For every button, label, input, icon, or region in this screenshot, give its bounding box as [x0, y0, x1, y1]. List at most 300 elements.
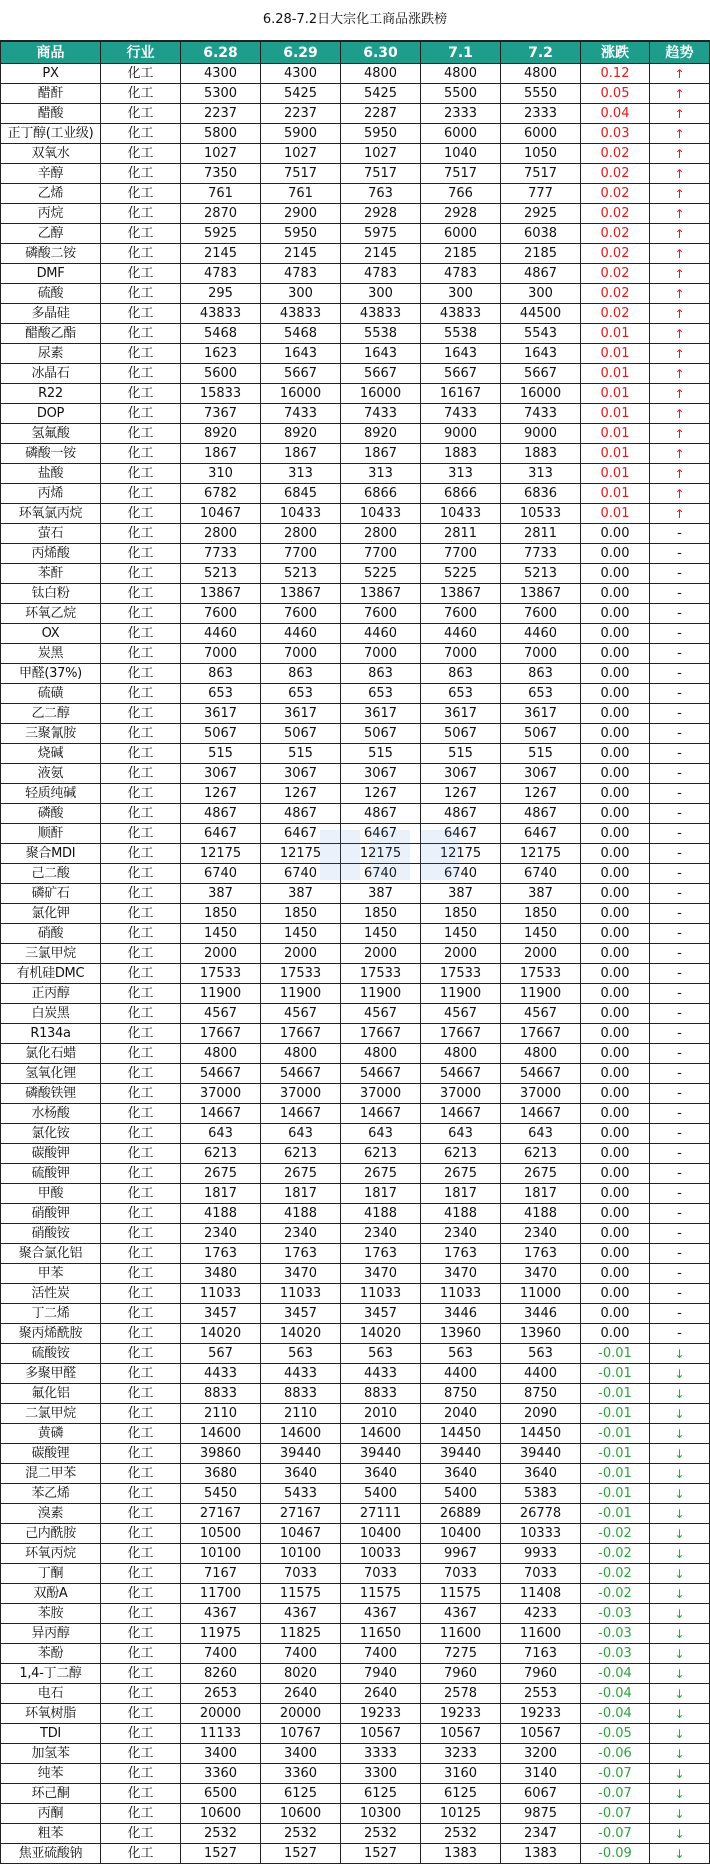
cell-0628: 2110 [181, 1404, 261, 1424]
cell-0628: 2532 [181, 1824, 261, 1844]
cell-0630: 3457 [341, 1304, 421, 1324]
cell-0702: 2347 [501, 1824, 581, 1844]
cell-0630: 4800 [341, 64, 421, 84]
cell-0628: 2870 [181, 204, 261, 224]
cell-0701: 10125 [421, 1804, 501, 1824]
cell-0629: 6213 [261, 1144, 341, 1164]
cell-commodity: 辛醇 [1, 164, 101, 184]
cell-industry: 化工 [101, 684, 181, 704]
cell-0702: 14667 [501, 1104, 581, 1124]
cell-industry: 化工 [101, 924, 181, 944]
cell-change: 0.00 [581, 1064, 650, 1084]
table-row [1, 184, 710, 204]
cell-change: -0.09 [581, 1844, 650, 1864]
commodity-table [0, 41, 710, 1864]
cell-commodity: 硝酸 [1, 924, 101, 944]
cell-0628: 863 [181, 664, 261, 684]
cell-industry: 化工 [101, 1744, 181, 1764]
cell-0630: 2640 [341, 1684, 421, 1704]
cell-0701: 13960 [421, 1324, 501, 1344]
cell-change: 0.00 [581, 884, 650, 904]
cell-0630: 5950 [341, 124, 421, 144]
cell-industry: 化工 [101, 824, 181, 844]
cell-0702: 1883 [501, 444, 581, 464]
cell-change: -0.02 [581, 1564, 650, 1584]
cell-0630: 4367 [341, 1604, 421, 1624]
cell-0701: 7275 [421, 1644, 501, 1664]
cell-0630: 7517 [341, 164, 421, 184]
cell-0630: 387 [341, 884, 421, 904]
cell-0628: 3480 [181, 1264, 261, 1284]
cell-0628: 761 [181, 184, 261, 204]
cell-trend: - [650, 1224, 710, 1244]
cell-0629: 1763 [261, 1244, 341, 1264]
cell-0628: 3360 [181, 1764, 261, 1784]
cell-trend: ↑ [650, 424, 710, 444]
cell-0629: 3470 [261, 1264, 341, 1284]
cell-0628: 8920 [181, 424, 261, 444]
cell-change: 0.00 [581, 564, 650, 584]
cell-change: -0.07 [581, 1824, 650, 1844]
cell-0630: 17667 [341, 1024, 421, 1044]
cell-change: 0.02 [581, 224, 650, 244]
cell-industry: 化工 [101, 224, 181, 244]
cell-0629: 2237 [261, 104, 341, 124]
cell-commodity: 硫酸 [1, 284, 101, 304]
cell-trend: - [650, 744, 710, 764]
cell-0628: 11133 [181, 1724, 261, 1744]
cell-0701: 4567 [421, 1004, 501, 1024]
cell-change: 0.00 [581, 644, 650, 664]
table-row [1, 124, 710, 144]
cell-0701: 4460 [421, 624, 501, 644]
cell-0630: 7600 [341, 604, 421, 624]
cell-trend: - [650, 764, 710, 784]
cell-0628: 7400 [181, 1644, 261, 1664]
cell-0630: 17533 [341, 964, 421, 984]
table-row [1, 1004, 710, 1024]
cell-0629: 563 [261, 1344, 341, 1364]
cell-0630: 4460 [341, 624, 421, 644]
cell-0701: 1643 [421, 344, 501, 364]
cell-trend: ↑ [650, 404, 710, 424]
cell-trend: ↓ [650, 1404, 710, 1424]
cell-change: 0.00 [581, 1084, 650, 1104]
cell-0701: 563 [421, 1344, 501, 1364]
table-row [1, 364, 710, 384]
table-row [1, 744, 710, 764]
cell-0702: 44500 [501, 304, 581, 324]
cell-commodity: 纯苯 [1, 1764, 101, 1784]
cell-commodity: 氟化铝 [1, 1384, 101, 1404]
cell-industry: 化工 [101, 744, 181, 764]
cell-industry: 化工 [101, 1204, 181, 1224]
cell-commodity: 硝酸钾 [1, 1204, 101, 1224]
cell-0630: 7400 [341, 1644, 421, 1664]
cell-0630: 6213 [341, 1144, 421, 1164]
cell-change: 0.01 [581, 464, 650, 484]
cell-industry: 化工 [101, 1164, 181, 1184]
cell-0702: 6836 [501, 484, 581, 504]
cell-industry: 化工 [101, 384, 181, 404]
cell-change: 0.00 [581, 944, 650, 964]
cell-0702: 13960 [501, 1324, 581, 1344]
cell-0629: 1527 [261, 1844, 341, 1864]
cell-0702: 3640 [501, 1464, 581, 1484]
cell-trend: ↓ [650, 1764, 710, 1784]
cell-commodity: 磷酸 [1, 804, 101, 824]
cell-commodity: TDI [1, 1724, 101, 1744]
cell-0701: 6866 [421, 484, 501, 504]
cell-0702: 4567 [501, 1004, 581, 1024]
cell-industry: 化工 [101, 1624, 181, 1644]
cell-0628: 1817 [181, 1184, 261, 1204]
table-row [1, 444, 710, 464]
cell-0629: 11575 [261, 1584, 341, 1604]
cell-0702: 1267 [501, 784, 581, 804]
cell-change: 0.01 [581, 364, 650, 384]
cell-commodity: R22 [1, 384, 101, 404]
cell-commodity: 异丙醇 [1, 1624, 101, 1644]
cell-commodity: 氯化铵 [1, 1124, 101, 1144]
cell-0629: 4460 [261, 624, 341, 644]
cell-industry: 化工 [101, 1124, 181, 1144]
cell-0701: 14667 [421, 1104, 501, 1124]
cell-0628: 5300 [181, 84, 261, 104]
table-row [1, 724, 710, 744]
cell-commodity: 电石 [1, 1684, 101, 1704]
cell-commodity: 环氧树脂 [1, 1704, 101, 1724]
cell-0701: 313 [421, 464, 501, 484]
cell-industry: 化工 [101, 1844, 181, 1864]
cell-0628: 2340 [181, 1224, 261, 1244]
table-row [1, 1144, 710, 1164]
cell-0629: 5900 [261, 124, 341, 144]
cell-0701: 7000 [421, 644, 501, 664]
cell-change: 0.00 [581, 1244, 650, 1264]
cell-0629: 27167 [261, 1504, 341, 1524]
cell-0628: 5925 [181, 224, 261, 244]
cell-commodity: 氯化钾 [1, 904, 101, 924]
cell-0630: 39440 [341, 1444, 421, 1464]
cell-0630: 3617 [341, 704, 421, 724]
table-row [1, 644, 710, 664]
cell-0701: 4783 [421, 264, 501, 284]
cell-0701: 11033 [421, 1284, 501, 1304]
cell-0702: 643 [501, 1124, 581, 1144]
cell-0702: 6000 [501, 124, 581, 144]
cell-0630: 2675 [341, 1164, 421, 1184]
cell-0702: 1763 [501, 1244, 581, 1264]
cell-change: 0.02 [581, 184, 650, 204]
cell-0629: 3617 [261, 704, 341, 724]
cell-0702: 7000 [501, 644, 581, 664]
cell-industry: 化工 [101, 1404, 181, 1424]
cell-0628: 10467 [181, 504, 261, 524]
cell-0628: 515 [181, 744, 261, 764]
table-row [1, 224, 710, 244]
table-row [1, 1124, 710, 1144]
cell-0701: 4867 [421, 804, 501, 824]
cell-industry: 化工 [101, 444, 181, 464]
cell-0629: 1450 [261, 924, 341, 944]
cell-industry: 化工 [101, 1564, 181, 1584]
cell-commodity: 1,4-丁二醇 [1, 1664, 101, 1684]
cell-commodity: 硫磺 [1, 684, 101, 704]
cell-0702: 4460 [501, 624, 581, 644]
cell-change: -0.06 [581, 1744, 650, 1764]
cell-0702: 2811 [501, 524, 581, 544]
cell-0630: 43833 [341, 304, 421, 324]
cell-trend: ↑ [650, 364, 710, 384]
cell-0629: 14600 [261, 1424, 341, 1444]
cell-trend: - [650, 804, 710, 824]
cell-0702: 11408 [501, 1584, 581, 1604]
cell-change: 0.01 [581, 504, 650, 524]
cell-trend: ↓ [650, 1384, 710, 1404]
table-row [1, 984, 710, 1004]
cell-industry: 化工 [101, 1464, 181, 1484]
cell-0629: 2640 [261, 1684, 341, 1704]
cell-trend: ↓ [650, 1424, 710, 1444]
cell-industry: 化工 [101, 1064, 181, 1084]
cell-0702: 6067 [501, 1784, 581, 1804]
cell-0630: 11650 [341, 1624, 421, 1644]
cell-trend: - [650, 1144, 710, 1164]
cell-0628: 1763 [181, 1244, 261, 1264]
cell-0629: 39440 [261, 1444, 341, 1464]
cell-change: 0.00 [581, 1224, 650, 1244]
cell-0630: 7000 [341, 644, 421, 664]
cell-0701: 1450 [421, 924, 501, 944]
cell-change: 0.00 [581, 1164, 650, 1184]
table-row [1, 1404, 710, 1424]
table-row [1, 504, 710, 524]
cell-trend: - [650, 584, 710, 604]
cell-0628: 6740 [181, 864, 261, 884]
cell-0702: 7163 [501, 1644, 581, 1664]
cell-0630: 1867 [341, 444, 421, 464]
cell-commodity: 混二甲苯 [1, 1464, 101, 1484]
cell-trend: - [650, 1024, 710, 1044]
cell-commodity: 乙醇 [1, 224, 101, 244]
cell-0629: 4783 [261, 264, 341, 284]
cell-change: -0.01 [581, 1504, 650, 1524]
cell-change: -0.05 [581, 1724, 650, 1744]
cell-0701: 2040 [421, 1404, 501, 1424]
cell-0630: 2928 [341, 204, 421, 224]
cell-0702: 9933 [501, 1544, 581, 1564]
cell-0701: 43833 [421, 304, 501, 324]
table-row [1, 1784, 710, 1804]
cell-trend: ↓ [650, 1484, 710, 1504]
cell-0702: 7033 [501, 1564, 581, 1584]
cell-industry: 化工 [101, 524, 181, 544]
cell-change: 0.00 [581, 1324, 650, 1344]
header-trend: 趋势 [650, 42, 710, 64]
cell-0628: 5468 [181, 324, 261, 344]
cell-industry: 化工 [101, 304, 181, 324]
cell-0702: 11900 [501, 984, 581, 1004]
cell-0628: 27167 [181, 1504, 261, 1524]
cell-commodity: 丁酮 [1, 1564, 101, 1584]
cell-industry: 化工 [101, 244, 181, 264]
cell-0629: 6740 [261, 864, 341, 884]
cell-commodity: PX [1, 64, 101, 84]
cell-0628: 14667 [181, 1104, 261, 1124]
cell-0630: 2145 [341, 244, 421, 264]
table-row [1, 844, 710, 864]
cell-0628: 6782 [181, 484, 261, 504]
table-row [1, 804, 710, 824]
cell-0701: 26889 [421, 1504, 501, 1524]
cell-0701: 1040 [421, 144, 501, 164]
cell-change: -0.02 [581, 1544, 650, 1564]
cell-trend: ↑ [650, 324, 710, 344]
table-row [1, 1424, 710, 1444]
cell-industry: 化工 [101, 1644, 181, 1664]
cell-0702: 8750 [501, 1384, 581, 1404]
cell-0630: 13867 [341, 584, 421, 604]
cell-0630: 1027 [341, 144, 421, 164]
table-row [1, 1824, 710, 1844]
table-row [1, 1324, 710, 1344]
table-row [1, 1644, 710, 1664]
cell-0702: 4800 [501, 1044, 581, 1064]
cell-change: 0.02 [581, 144, 650, 164]
cell-0628: 7000 [181, 644, 261, 664]
cell-0630: 19233 [341, 1704, 421, 1724]
cell-trend: - [650, 524, 710, 544]
cell-0628: 4783 [181, 264, 261, 284]
cell-commodity: 液氨 [1, 764, 101, 784]
cell-0701: 3233 [421, 1744, 501, 1764]
cell-industry: 化工 [101, 64, 181, 84]
cell-industry: 化工 [101, 944, 181, 964]
table-row [1, 1204, 710, 1224]
cell-trend: ↓ [650, 1524, 710, 1544]
cell-industry: 化工 [101, 264, 181, 284]
cell-0629: 2675 [261, 1164, 341, 1184]
table-row [1, 1304, 710, 1324]
cell-change: -0.01 [581, 1484, 650, 1504]
cell-0630: 5538 [341, 324, 421, 344]
cell-0628: 1527 [181, 1844, 261, 1864]
cell-commodity: 二氯甲烷 [1, 1404, 101, 1424]
cell-industry: 化工 [101, 544, 181, 564]
cell-trend: - [650, 1284, 710, 1304]
cell-trend: ↓ [650, 1644, 710, 1664]
cell-0702: 7600 [501, 604, 581, 624]
cell-0701: 3067 [421, 764, 501, 784]
cell-0701: 3470 [421, 1264, 501, 1284]
cell-0629: 7433 [261, 404, 341, 424]
cell-0630: 10033 [341, 1544, 421, 1564]
cell-0629: 515 [261, 744, 341, 764]
cell-commodity: 醋酸 [1, 104, 101, 124]
cell-trend: ↓ [650, 1744, 710, 1764]
cell-0701: 37000 [421, 1084, 501, 1104]
cell-commodity: 磷酸铁锂 [1, 1084, 101, 1104]
cell-0702: 11600 [501, 1624, 581, 1644]
table-row [1, 1024, 710, 1044]
cell-0628: 11900 [181, 984, 261, 1004]
table-row [1, 664, 710, 684]
cell-commodity: 环己酮 [1, 1784, 101, 1804]
cell-commodity: 溴素 [1, 1504, 101, 1524]
cell-0702: 14450 [501, 1424, 581, 1444]
cell-0628: 5800 [181, 124, 261, 144]
cell-trend: ↓ [650, 1724, 710, 1744]
cell-0630: 7700 [341, 544, 421, 564]
cell-trend: ↑ [650, 464, 710, 484]
cell-trend: - [650, 564, 710, 584]
cell-industry: 化工 [101, 284, 181, 304]
cell-0629: 5667 [261, 364, 341, 384]
cell-change: 0.00 [581, 924, 650, 944]
table-row [1, 764, 710, 784]
cell-commodity: 尿素 [1, 344, 101, 364]
cell-change: -0.04 [581, 1704, 650, 1724]
cell-0702: 13867 [501, 584, 581, 604]
cell-commodity: 聚合氯化铝 [1, 1244, 101, 1264]
cell-0630: 313 [341, 464, 421, 484]
cell-0701: 7517 [421, 164, 501, 184]
table-row [1, 904, 710, 924]
cell-0630: 2340 [341, 1224, 421, 1244]
cell-trend: - [650, 624, 710, 644]
cell-trend: ↓ [650, 1604, 710, 1624]
cell-industry: 化工 [101, 784, 181, 804]
cell-0629: 10467 [261, 1524, 341, 1544]
cell-0628: 11033 [181, 1284, 261, 1304]
cell-commodity: 己内酰胺 [1, 1524, 101, 1544]
cell-commodity: 正丙醇 [1, 984, 101, 1004]
cell-0630: 11900 [341, 984, 421, 1004]
cell-0630: 6740 [341, 864, 421, 884]
cell-0630: 2010 [341, 1404, 421, 1424]
header-date-0629: 6.29 [261, 42, 341, 64]
cell-change: 0.02 [581, 284, 650, 304]
cell-change: 0.00 [581, 904, 650, 924]
cell-change: 0.00 [581, 1144, 650, 1164]
cell-0629: 2340 [261, 1224, 341, 1244]
cell-0628: 13867 [181, 584, 261, 604]
cell-trend: ↓ [650, 1464, 710, 1484]
cell-change: 0.00 [581, 1204, 650, 1224]
cell-trend: - [650, 824, 710, 844]
cell-change: -0.03 [581, 1604, 650, 1624]
cell-industry: 化工 [101, 1684, 181, 1704]
cell-0701: 3160 [421, 1764, 501, 1784]
table-row [1, 484, 710, 504]
table-row [1, 264, 710, 284]
cell-0630: 763 [341, 184, 421, 204]
cell-0701: 9000 [421, 424, 501, 444]
cell-0702: 6467 [501, 824, 581, 844]
cell-0628: 2653 [181, 1684, 261, 1704]
cell-0702: 1450 [501, 924, 581, 944]
cell-trend: ↑ [650, 384, 710, 404]
cell-0629: 4433 [261, 1364, 341, 1384]
cell-industry: 化工 [101, 404, 181, 424]
cell-0628: 4367 [181, 1604, 261, 1624]
cell-0701: 1763 [421, 1244, 501, 1264]
cell-commodity: 加氢苯 [1, 1744, 101, 1764]
cell-0701: 1883 [421, 444, 501, 464]
cell-change: -0.01 [581, 1384, 650, 1404]
cell-0630: 643 [341, 1124, 421, 1144]
